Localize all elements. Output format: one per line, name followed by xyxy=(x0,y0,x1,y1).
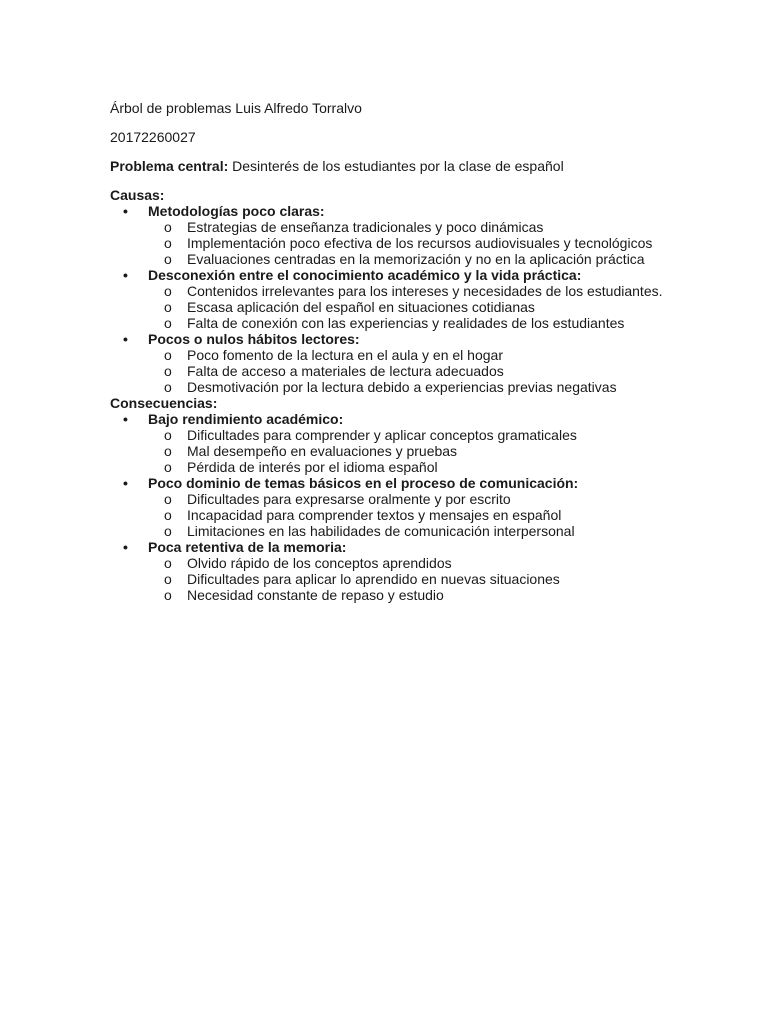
student-id: 20172260027 xyxy=(110,129,196,145)
consequence-subitem xyxy=(148,459,670,475)
cause-subitem-text: Falta de acceso a materiales de lectura adecuados xyxy=(187,363,504,379)
cause-subitem xyxy=(148,379,670,395)
document-title: Árbol de problemas Luis Alfredo Torralvo xyxy=(110,100,362,116)
cause-subitem-text: Implementación poco efectiva de los recursos audiovisuales y tecnológicos xyxy=(187,235,653,251)
causes-list xyxy=(110,203,670,395)
consequence-subitem-text: Incapacidad para comprender textos y mensajes en español xyxy=(187,507,562,523)
sub-bullet-icon: o xyxy=(164,507,172,523)
consequence-subitem xyxy=(148,587,670,603)
central-problem-label: Problema central: xyxy=(110,158,229,174)
cause-subitem-text: Falta de conexión con las experiencias y realidades de los estudiantes xyxy=(187,315,625,331)
bullet-icon: • xyxy=(123,267,128,283)
consequence-subitem-text: Pérdida de interés por el idioma español xyxy=(187,459,438,475)
consequences-heading: Consecuencias: xyxy=(110,395,218,411)
consequence-subitems xyxy=(148,555,670,603)
bullet-icon: • xyxy=(123,411,128,427)
consequence-title: Poco dominio de temas básicos en el proceso de comunicación: xyxy=(148,475,579,491)
consequence-item xyxy=(110,411,670,475)
bullet-icon: • xyxy=(123,539,128,555)
consequence-subitem xyxy=(148,491,670,507)
cause-subitem xyxy=(148,363,670,379)
consequences-list xyxy=(110,411,670,603)
bullet-icon: • xyxy=(123,203,128,219)
consequence-subitem-text: Dificultades para expresarse oralmente y por escrito xyxy=(187,491,511,507)
sub-bullet-icon: o xyxy=(164,315,172,331)
cause-subitem xyxy=(148,219,670,235)
cause-subitem xyxy=(148,315,670,331)
consequence-title: Poca retentiva de la memoria: xyxy=(148,539,347,555)
sub-bullet-icon: o xyxy=(164,379,172,395)
cause-item xyxy=(110,331,670,395)
consequence-title: Bajo rendimiento académico: xyxy=(148,411,344,427)
sub-bullet-icon: o xyxy=(164,587,172,603)
cause-subitems xyxy=(148,219,670,267)
consequence-subitems xyxy=(148,427,670,475)
consequence-item xyxy=(110,539,670,603)
consequence-subitem-text: Necesidad constante de repaso y estudio xyxy=(187,587,444,603)
consequence-subitem xyxy=(148,507,670,523)
cause-subitem xyxy=(148,299,670,315)
bullet-icon: • xyxy=(123,475,128,491)
consequence-subitem xyxy=(148,427,670,443)
sub-bullet-icon: o xyxy=(164,427,172,443)
cause-subitem-text: Escasa aplicación del español en situaciones cotidianas xyxy=(187,299,535,315)
cause-title: Pocos o nulos hábitos lectores: xyxy=(148,331,360,347)
central-problem-text: Desinterés de los estudiantes por la clase de español xyxy=(228,158,564,174)
bullet-icon: • xyxy=(123,331,128,347)
document-page xyxy=(110,100,670,603)
consequence-subitem xyxy=(148,443,670,459)
sub-bullet-icon: o xyxy=(164,555,172,571)
sub-bullet-icon: o xyxy=(164,251,172,267)
consequence-subitem-text: Dificultades para comprender y aplicar conceptos gramaticales xyxy=(187,427,577,443)
cause-title: Desconexión entre el conocimiento académico y la vida práctica: xyxy=(148,267,582,283)
cause-subitems xyxy=(148,347,670,395)
cause-subitems xyxy=(148,283,670,331)
consequence-subitem xyxy=(148,571,670,587)
sub-bullet-icon: o xyxy=(164,459,172,475)
sub-bullet-icon: o xyxy=(164,235,172,251)
consequence-subitem-text: Limitaciones en las habilidades de comunicación interpersonal xyxy=(187,523,575,539)
sub-bullet-icon: o xyxy=(164,347,172,363)
cause-item xyxy=(110,267,670,331)
sub-bullet-icon: o xyxy=(164,523,172,539)
consequence-subitem-text: Olvido rápido de los conceptos aprendidos xyxy=(187,555,452,571)
consequence-subitems xyxy=(148,491,670,539)
consequence-subitem-text: Mal desempeño en evaluaciones y pruebas xyxy=(187,443,458,459)
sub-bullet-icon: o xyxy=(164,283,172,299)
sub-bullet-icon: o xyxy=(164,299,172,315)
cause-subitem xyxy=(148,347,670,363)
sub-bullet-icon: o xyxy=(164,571,172,587)
cause-title: Metodologías poco claras: xyxy=(148,203,325,219)
cause-subitem-text: Poco fomento de la lectura en el aula y en el hogar xyxy=(187,347,503,363)
consequence-subitem xyxy=(148,555,670,571)
consequence-item xyxy=(110,475,670,539)
central-problem xyxy=(110,158,670,174)
cause-subitem xyxy=(148,235,670,251)
causes-heading: Causas: xyxy=(110,187,165,203)
sub-bullet-icon: o xyxy=(164,363,172,379)
cause-item xyxy=(110,203,670,267)
cause-subitem-text: Contenidos irrelevantes para los intereses y necesidades de los estudiantes. xyxy=(187,283,663,299)
cause-subitem xyxy=(148,251,670,267)
cause-subitem-text: Evaluaciones centradas en la memorización y no en la aplicación práctica xyxy=(187,251,645,267)
cause-subitem-text: Estrategias de enseñanza tradicionales y poco dinámicas xyxy=(187,219,544,235)
consequence-subitem xyxy=(148,523,670,539)
cause-subitem xyxy=(148,283,670,299)
consequence-subitem-text: Dificultades para aplicar lo aprendido en nuevas situaciones xyxy=(187,571,560,587)
sub-bullet-icon: o xyxy=(164,443,172,459)
sub-bullet-icon: o xyxy=(164,219,172,235)
sub-bullet-icon: o xyxy=(164,491,172,507)
cause-subitem-text: Desmotivación por la lectura debido a experiencias previas negativas xyxy=(187,379,617,395)
